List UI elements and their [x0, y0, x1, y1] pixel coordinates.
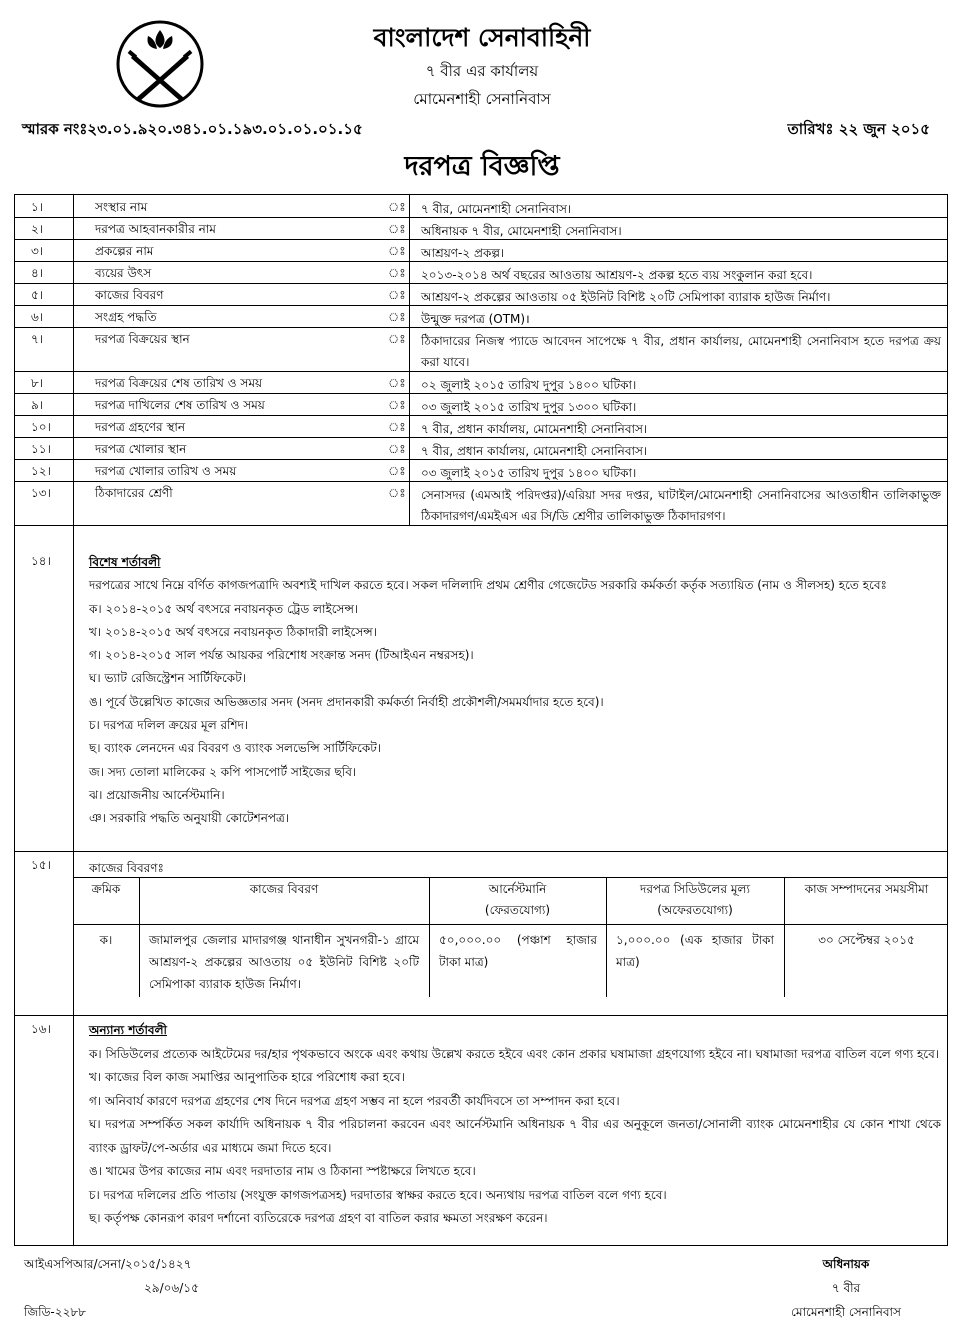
info-row: [15, 415, 947, 438]
row-value: আশ্রয়ণ-২ প্রকল্প।: [421, 246, 505, 260]
row-value: ০৩ জুলাই ২০১৫ তারিখ দুপুর ১৪০০ ঘটিকা।: [421, 466, 637, 480]
section-heading: বিশেষ শর্তাবলী: [89, 555, 161, 569]
info-row: [15, 305, 947, 328]
cell-description: জামালপুর জেলার মাদারগঞ্জ থানাধীন সুখনগরী-১ গ্রামে আশ্রয়ণ-২ প্রকল্পের আওতায় ০৫ ইউনিট বিশিষ্ট ২০টি সেমিপাকা ব্যারাক হাউজ নির্মাণ।: [149, 933, 419, 991]
signatory-unit: ৭ বীর: [831, 1281, 861, 1295]
row-label: সংগ্রহ পদ্ধতি: [95, 310, 157, 324]
divider: [409, 305, 410, 327]
memo-number: স্মারক নংঃ২৩.০১.৯২০.৩৪১.০১.১৯৩.০১.০১.০১.১৫: [22, 120, 363, 138]
tender-notice-page: [10, 0, 954, 1327]
other-conditions: [89, 1019, 941, 1231]
condition-item: খ। কাজের বিল কাজ সমাপ্তির আনুপাতিক হারে পরিশোধ করা হবে।: [89, 1070, 405, 1084]
ispr-date: ২৯/০৬/১৫: [144, 1281, 199, 1295]
section-heading: অন্যান্য শর্তাবলী: [89, 1023, 167, 1037]
cell-serial: ক।: [99, 933, 113, 947]
row-colon: ঃ: [388, 244, 406, 258]
divider: [409, 239, 410, 261]
info-row: [15, 459, 947, 482]
row-colon: ঃ: [388, 288, 406, 302]
col-description: কাজের বিবরণ: [249, 882, 319, 896]
row-colon: ঃ: [388, 486, 406, 500]
row-label: কাজের বিবরণ: [95, 288, 164, 302]
condition-item: ঞ। সরকারি পদ্ধতি অনুযায়ী কোটেশনপত্র।: [89, 811, 290, 826]
row-number: ৪।: [31, 266, 44, 280]
condition-item: চ। দরপত্র দলিলের প্রতি পাতায় (সংযুক্ত কাগজপত্রসহ) দরদাতার স্বাক্ষর করতে হবে। অন্যথায় দরপত্র বাতিল বলে গণ্য হবে।: [89, 1187, 667, 1202]
condition-item: ঝ। প্রয়োজনীয় আর্নেস্টমানি।: [89, 787, 225, 802]
tender-table: [14, 194, 948, 1246]
divider: [409, 261, 410, 283]
row-colon: ঃ: [388, 266, 406, 280]
cell-schedule: ১,০০০.০০ (এক হাজার টাকা মাত্র): [616, 933, 774, 969]
row-value: আশ্রয়ণ-২ প্রকল্পের আওতায় ০৫ ইউনিট বিশিষ্ট ২০টি সেমিপাকা ব্যারাক হাউজ নির্মাণ।: [421, 290, 831, 304]
row-number: ৮।: [31, 376, 44, 390]
condition-item: খ। ২০১৪-২০১৫ অর্থ বৎসরে নবায়নকৃত ঠিকাদারী লাইসেন্স।: [89, 624, 377, 639]
condition-list: [89, 598, 941, 831]
col-schedule: [606, 877, 784, 921]
info-row: [15, 327, 947, 372]
row-number: ৩।: [31, 244, 44, 258]
section-number: ১৫।: [31, 858, 51, 872]
row-value: ৭ বীর, মোমেনশাহী সেনানিবাস।: [421, 202, 572, 216]
condition-list: [89, 1043, 941, 1231]
section-number: ১৬।: [31, 1022, 51, 1036]
info-row: [15, 283, 947, 306]
section-16: [15, 1015, 947, 1245]
row-label: ঠিকাদারের শ্রেণী: [95, 486, 173, 500]
condition-item: জ। সদ্য তোলা মালিকের ২ কপি পাসপোর্ট সাইজের ছবি।: [89, 764, 357, 779]
row-value: সেনাসদর (এমআই পরিদপ্তর)/এরিয়া সদর দপ্তর, ঘাটাইল/মোমেনশাহী সেনানিবাসের আওতাধীন তালিকাভুক্ত ঠিকাদারগণ/এমইএস এর সি/ডি শ্রেণীর তালিকাভুক্ত ঠিকাদারগণ।: [421, 488, 941, 523]
condition-item: ক। ২০১৪-২০১৫ অর্থ বৎসরে নবায়নকৃত ট্রেড লাইসেন্স।: [89, 601, 359, 616]
row-number: ৫।: [31, 288, 44, 302]
row-label: দরপত্র খোলার স্থান: [95, 442, 187, 456]
row-label: দরপত্র দাখিলের শেষ তারিখ ও সময়: [95, 398, 265, 412]
signatory-title: অধিনায়ক: [822, 1257, 870, 1271]
row-number: ১১।: [31, 442, 51, 456]
divider: [409, 459, 410, 481]
page-title: দরপত্র বিজ্ঞপ্তি: [404, 151, 560, 182]
col-deadline: কাজ সম্পাদনের সময়সীমা: [804, 882, 929, 896]
row-label: প্রকল্পের নাম: [95, 244, 154, 258]
col-schedule-note: (অফেরতযোগ্য): [657, 903, 733, 917]
cell-earnest: ৫০,০০০.০০ (পঞ্চাশ হাজার টাকা মাত্র): [439, 933, 597, 969]
row-colon: ঃ: [388, 310, 406, 324]
section-number: ১৪।: [31, 554, 51, 568]
row-value: ০৩ জুলাই ২০১৫ তারিখ দুপুর ১৩০০ ঘটিকা।: [421, 400, 637, 414]
row-number: ১২।: [31, 464, 51, 478]
divider: [409, 283, 410, 305]
row-value: ০২ জুলাই ২০১৫ তারিখ দুপুর ১৪০০ ঘটিকা।: [421, 378, 637, 392]
col-earnest: [429, 877, 606, 921]
condition-item: চ। দরপত্র দলিল ক্রয়ের মূল রশিদ।: [89, 718, 249, 733]
info-row: [15, 437, 947, 460]
condition-item: ঙ। পূর্বে উল্লেখিত কাজের অভিজ্ঞতার সনদ (সনদ প্রদানকারী কর্মকর্তা নির্বাহী প্রকৌশলী/সমমর্যাদার হতে হবে)।: [89, 694, 604, 709]
signatory-place: মোমেনশাহী সেনানিবাস: [791, 1305, 901, 1319]
row-value: ২০১৩-২০১৪ অর্থ বছরের আওতায় আশ্রয়ণ-২ প্রকল্প হতে ব্যয় সংকুলান করা হবে।: [421, 268, 813, 282]
row-colon: ঃ: [388, 222, 406, 236]
row-label: সংস্থার নাম: [95, 200, 148, 214]
info-row: [15, 393, 947, 416]
divider: [409, 437, 410, 459]
row-colon: ঃ: [388, 442, 406, 456]
condition-item: ছ। ব্যাংক লেনদেন এর বিবরণ ও ব্যাংক সলভেন্সি সার্টিফিকেট।: [89, 741, 382, 756]
row-number: ৬।: [31, 310, 44, 324]
row-value: উন্মুক্ত দরপত্র (OTM)।: [421, 312, 530, 326]
row-number: ৯।: [31, 398, 44, 412]
row-colon: ঃ: [388, 464, 406, 478]
divider: [409, 415, 410, 437]
section-14: [15, 547, 947, 852]
row-colon: ঃ: [388, 398, 406, 412]
condition-item: গ। ২০১৪-২০১৫ সাল পর্যন্ত আয়কর পরিশোধ সংক্রান্ত সনদ (টিআইএন নম্বরসহ)।: [89, 648, 474, 663]
cantonment-name: মোমেনশাহী সেনানিবাস: [413, 90, 551, 108]
office-name: ৭ বীর এর কার্যালয়: [425, 62, 539, 80]
row-label: দরপত্র আহবানকারীর নাম: [95, 222, 216, 236]
info-row: [15, 261, 947, 284]
row-colon: ঃ: [388, 420, 406, 434]
dg-reference: জিডি-২২৮৮: [24, 1305, 86, 1319]
divider: [409, 327, 410, 371]
row-label: দরপত্র বিক্রয়ের শেষ তারিখ ও সময়: [95, 376, 263, 390]
divider: [409, 217, 410, 239]
divider: [409, 393, 410, 415]
ispr-reference: আইএসপিআর/সেনা/২০১৫/১৪২৭: [24, 1257, 192, 1271]
row-number: ২।: [31, 222, 44, 236]
org-name: বাংলাদেশ সেনাবাহিনী: [373, 23, 591, 52]
condition-item: ক। সিডিউলের প্রত্যেক আইটেমের দর/হার পৃথকভাবে অংকে এবং কথায় উল্লেখ করতে হইবে এবং কোন প্রকার ঘষামাজা গ্রহণযোগ্য হইবে না। ঘষামাজা দরপত্র বাতিল বলে গণ্য হবে।: [89, 1046, 940, 1061]
col-earnest-note: (ফেরতযোগ্য): [484, 903, 551, 917]
row-number: ৭।: [31, 332, 44, 346]
row-colon: ঃ: [388, 200, 406, 214]
cell-deadline: ৩০ সেপ্টেম্বর ২০১৫: [818, 933, 915, 947]
row-value: অধিনায়ক ৭ বীর, মোমেনশাহী সেনানিবাস।: [421, 224, 622, 238]
work-table: [73, 877, 947, 991]
row-number: ১৩।: [31, 486, 51, 500]
row-label: দরপত্র বিক্রয়ের স্থান: [95, 332, 190, 346]
condition-item: ঘ। ভ্যাট রেজিস্ট্রেশন সার্টিফিকেট।: [89, 671, 247, 686]
condition-item: ছ। কর্তৃপক্ষ কোনরূপ কারণ দর্শানো ব্যতিরেকে দরপত্র গ্রহণ বা বাতিল করার ক্ষমতা সংরক্ষণ করেন।: [89, 1211, 548, 1225]
info-row: [15, 195, 947, 218]
section-intro: দরপত্রের সাথে নিম্নে বর্ণিত কাগজপত্রাদি অবশ্যই দাখিল করতে হবে। সকল দলিলাদি প্রথম শ্রেণীর গেজেটেড সরকারি কর্মকর্তা কর্তৃক সত্যায়িত (নাম ও সীলসহ) হতে হবেঃ: [89, 578, 887, 593]
row-value: ৭ বীর, প্রধান কার্যালয়, মোমেনশাহী সেনানিবাস।: [421, 422, 648, 436]
condition-item: ঘ। দরপত্র সম্পর্কিত সকল কার্যাদি অধিনায়ক ৭ বীর পরিচালনা করবেন এবং আর্নেস্টমানি অধিনায়ক ৭ বীর এর অনুকূলে জনতা/সোনালী ব্যাংক মোমেনশাহীর যে কোন শাখা থেকে ব্যাংক ড্রাফট/পে-অর্ডার এর মাধ্যমে জমা দিতে হবে।: [89, 1117, 941, 1155]
condition-item: গ। অনিবার্য কারণে দরপত্র গ্রহণের শেষ দিনে দরপত্র গ্রহণ সম্ভব না হলে পরবর্তী কার্যদিবসে তা সম্পাদন করা হবে।: [89, 1093, 620, 1108]
info-row: [15, 217, 947, 240]
row-number: ১।: [31, 200, 44, 214]
col-earnest-label: আর্নেস্টমানি: [488, 882, 547, 896]
row-colon: ঃ: [388, 376, 406, 390]
row-value: ৭ বীর, প্রধান কার্যালয়, মোমেনশাহী সেনানিবাস।: [421, 444, 648, 458]
col-serial: ক্রমিক: [91, 882, 121, 896]
memo-date: তারিখঃ ২২ জুন ২০১৫: [787, 120, 930, 138]
special-conditions: [89, 551, 941, 831]
row-label: দরপত্র গ্রহণের স্থান: [95, 420, 186, 434]
section-15: [15, 851, 947, 1016]
row-number: ১০।: [31, 420, 51, 434]
row-label: দরপত্র খোলার তারিখ ও সময়: [95, 464, 237, 478]
row-value: ঠিকাদারের নিজস্ব প্যাডে আবেদন সাপেক্ষে ৭ বীর, প্রধান কার্যালয়, মোমেনশাহী সেনানিবাস হতে দরপত্র ক্রয় করা যাবে।: [421, 334, 941, 369]
row-label: ব্যয়ের উৎস: [95, 266, 152, 280]
divider: [409, 195, 410, 217]
condition-item: ঙ। খামের উপর কাজের নাম এবং দরদাতার নাম ও ঠিকানা স্পষ্টাক্ষরে লিখতে হবে।: [89, 1164, 476, 1178]
divider: [409, 481, 410, 525]
section-heading: কাজের বিবরণঃ: [89, 861, 164, 875]
divider: [409, 371, 410, 393]
info-row: [15, 239, 947, 262]
info-row: [15, 371, 947, 394]
info-row: [15, 481, 947, 526]
row-colon: ঃ: [388, 332, 406, 346]
col-schedule-label: দরপত্র সিডিউলের মূল্য: [640, 882, 750, 896]
